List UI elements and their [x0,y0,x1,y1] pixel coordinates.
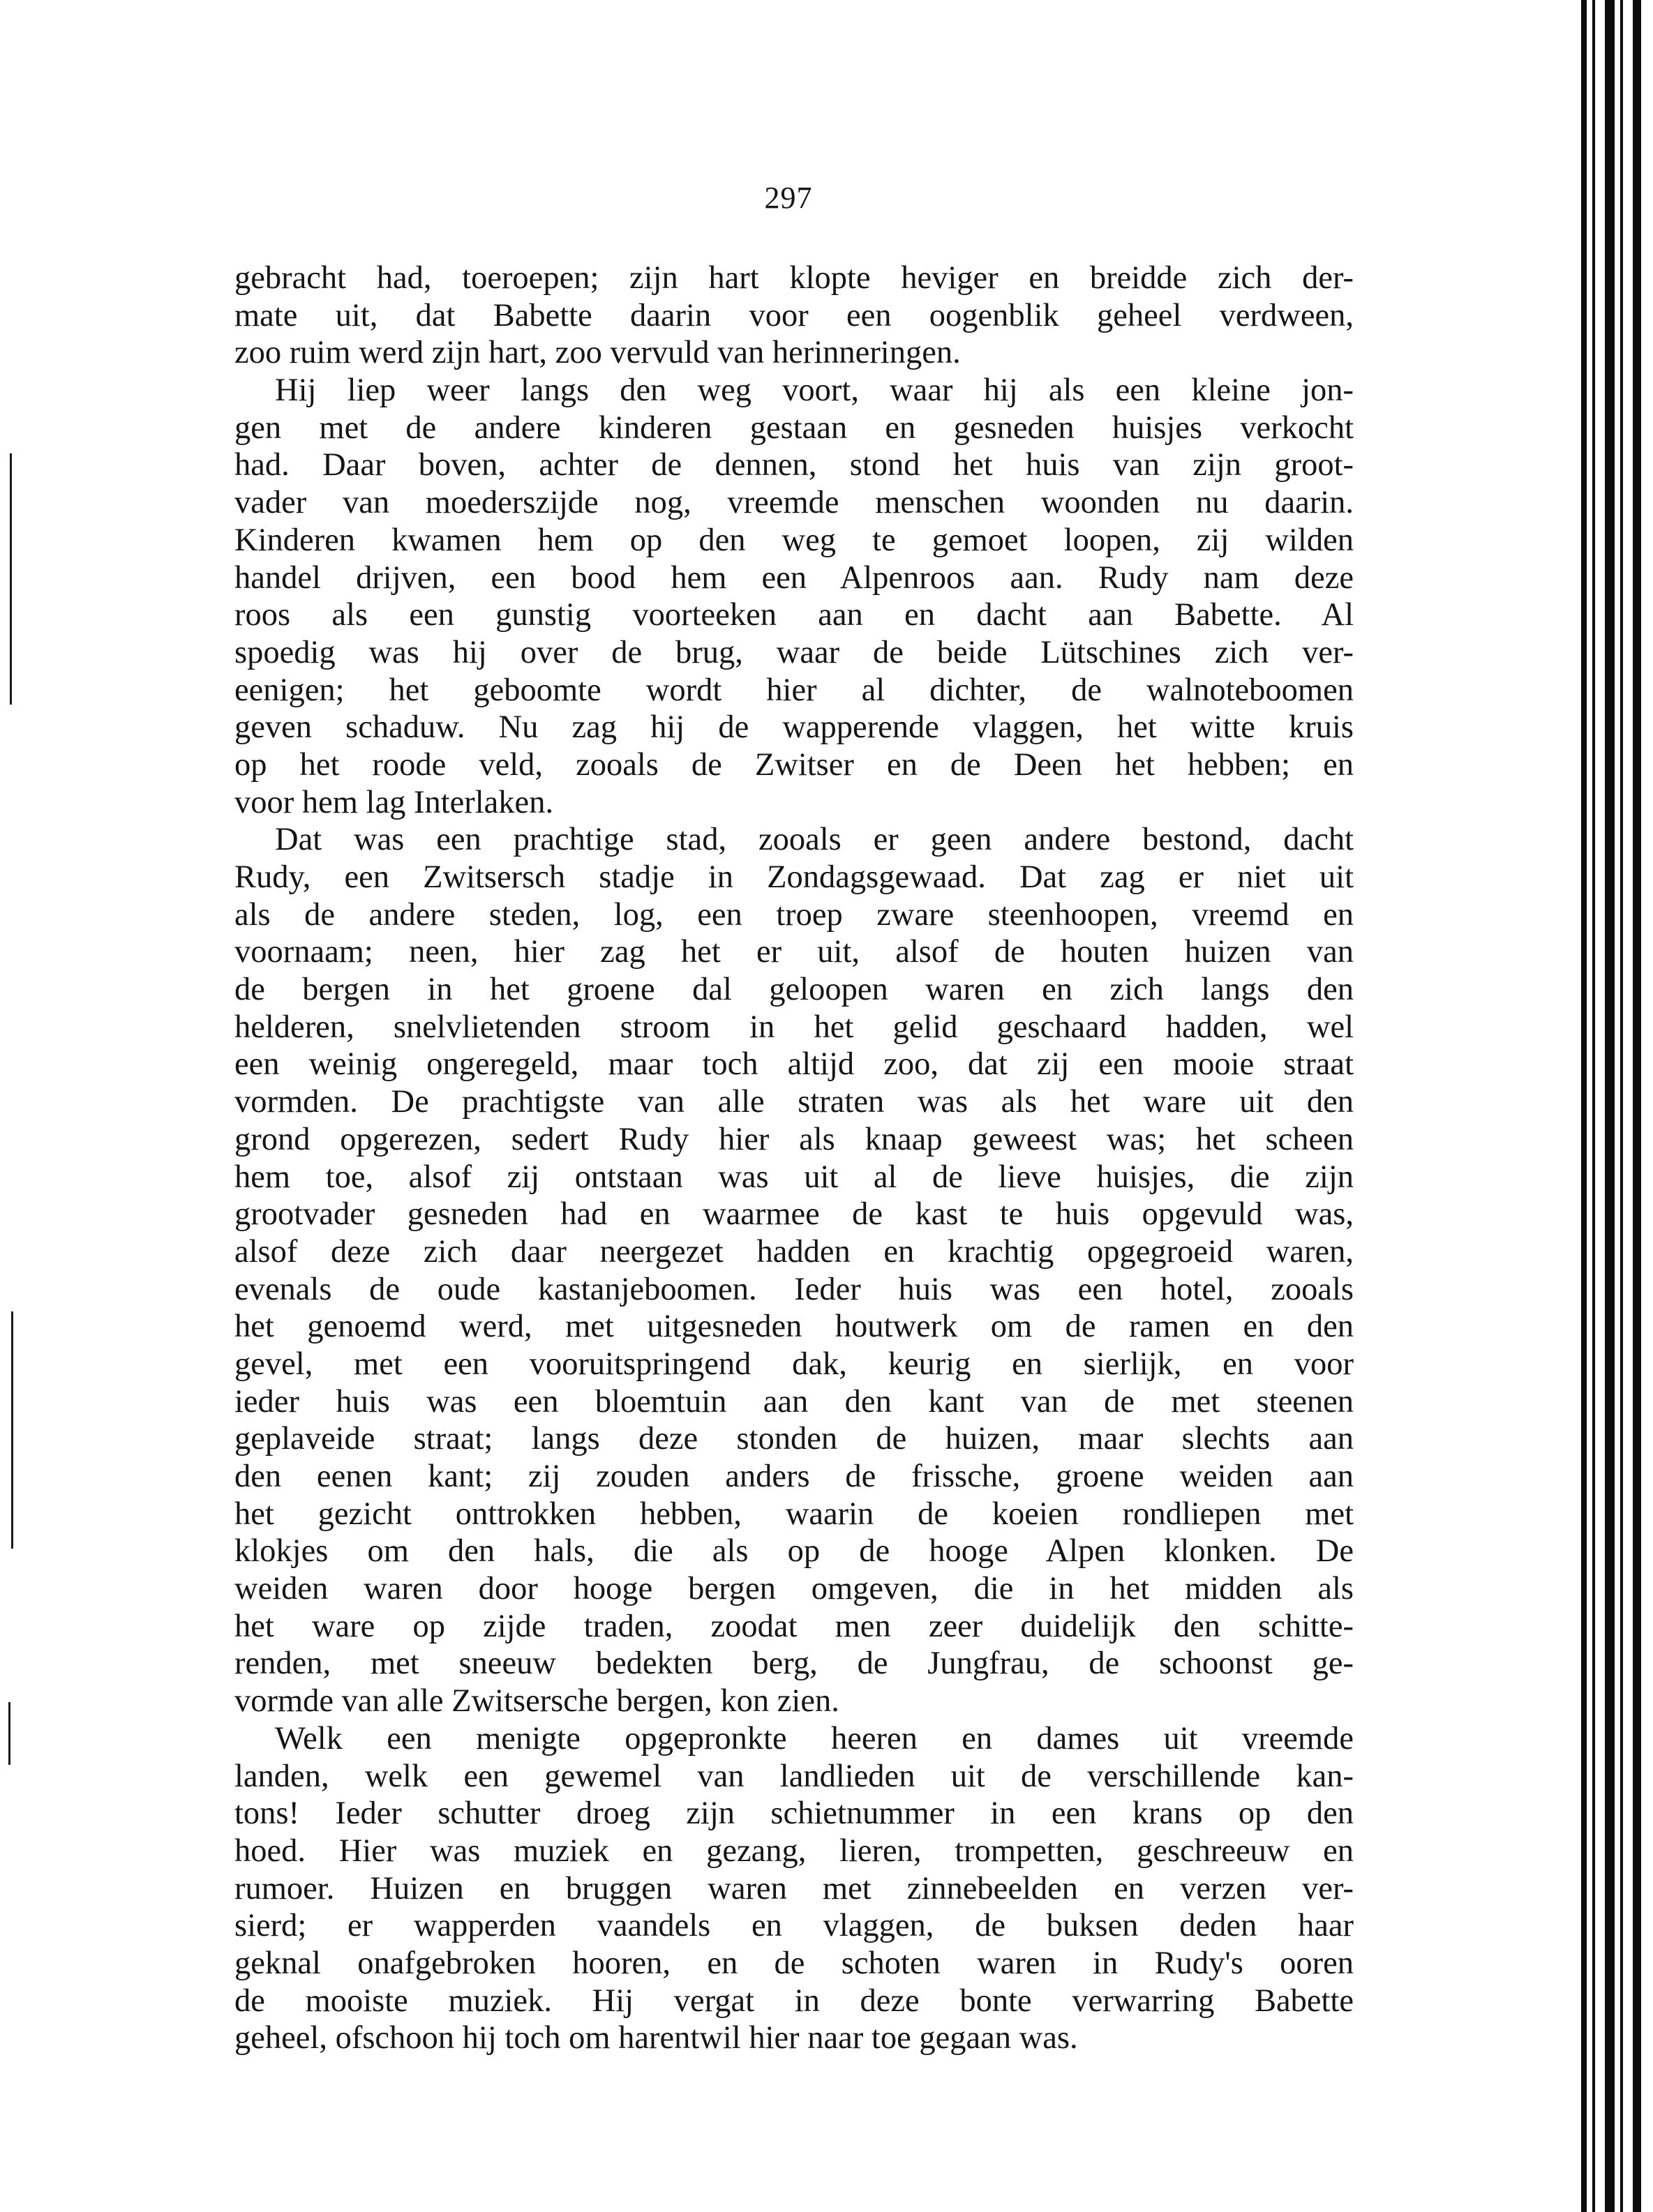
text-line: vormde van alle Zwitsersche bergen, kon zien. [234,1683,839,1720]
margin-mark-1 [10,453,12,705]
text-line: de bergen in het groene dal geloopen waren en zich langs den [234,972,1354,1008]
text-line: Kinderen kwamen hem op den weg te gemoet loopen, zij wilden [234,522,1354,558]
text-line: geheel, ofschoon hij toch om harentwil hier naar toe gegaan was. [234,2020,1078,2056]
text-line: hoed. Hier was muziek en gezang, lieren, trompetten, geschreeuw en [234,1833,1354,1869]
text-line: grond opgerezen, sedert Rudy hier als knaap geweest was; het scheen [234,1121,1354,1157]
text-line: landen, welk een gewemel van landlieden uit de verschillende kan- [234,1758,1354,1794]
text-line: ieder huis was een bloemtuin aan den kant van de met steenen [234,1383,1354,1420]
text-line: geven schaduw. Nu zag hij de wapperende vlaggen, het witte kruis [234,709,1354,746]
text-line: voornaam; neen, hier zag het er uit, alsof de houten huizen van [234,934,1354,970]
text-line: als de andere steden, log, een troep zware steenhoopen, vreemd en [234,896,1354,933]
margin-mark-3 [8,1702,10,1765]
text-line: weiden waren door hooge bergen omgeven, die in het midden als [234,1571,1354,1607]
binding-edge-3 [1605,0,1615,2212]
text-line: renden, met sneeuw bedekten berg, de Jungfrau, de schoonst ge- [234,1646,1354,1682]
text-line: klokjes om den hals, die als op de hooge Alpen klonken. De [234,1533,1354,1570]
text-line: rumoer. Huizen en bruggen waren met zinnebeelden en verzen ver- [234,1870,1354,1906]
paragraph [234,1720,1354,2057]
text-line: tons! Ieder schutter droeg zijn schietnummer in een krans op den [234,1796,1354,1832]
text-line: spoedig was hij over de brug, waar de beide Lütschines zich ver- [234,634,1354,670]
text-line: gen met de andere kinderen gestaan en gesneden huisjes verkocht [234,409,1354,446]
text-line: roos als een gunstig voorteeken aan en dacht aan Babette. Al [234,597,1354,633]
text-line: gevel, met een vooruitspringend dak, keurig en sierlijk, en voor [234,1346,1354,1382]
text-line: een weinig ongeregeld, maar toch altijd zoo, dat zij een mooie straat [234,1046,1354,1083]
text-line: voor hem lag Interlaken. [234,784,554,820]
text-line: geknal onafgebroken hooren, en de schoten waren in Rudy's ooren [234,1945,1354,1981]
text-line: vormden. De prachtigste van alle straten was als het ware uit den [234,1084,1354,1120]
paragraph [234,821,1354,1720]
binding-edge-1 [1581,0,1587,2212]
text-line: eenigen; het geboomte wordt hier al dichter, de walnoteboomen [234,672,1354,708]
text-line: had. Daar boven, achter de dennen, stond het huis van zijn groot- [234,447,1354,483]
text-line: evenals de oude kastanjeboomen. Ieder huis was een hotel, zooals [234,1271,1354,1307]
text-line: het genoemd werd, met uitgesneden houtwerk om de ramen en den [234,1309,1354,1345]
text-line: Dat was een prachtige stad, zooals er geen andere bestond, dacht [275,822,1354,858]
text-line: Welk een menigte opgepronkte heeren en dames uit vreemde [275,1720,1354,1756]
text-line: Rudy, een Zwitsersch stadje in Zondagsgewaad. Dat zag er niet uit [234,859,1354,895]
binding-edge-4 [1620,0,1623,2212]
page-number: 297 [764,181,813,215]
binding-edge-5 [1633,0,1641,2212]
text-line: de mooiste muziek. Hij vergat in deze bonte verwarring Babette [234,1982,1354,2019]
text-line: Hij liep weer langs den weg voort, waar hij als een kleine jon- [275,373,1354,409]
binding-edge-2 [1592,0,1595,2212]
text-line: handel drijven, een bood hem een Alpenroos aan. Rudy nam deze [234,559,1354,596]
text-line: alsof deze zich daar neergezet hadden en krachtig opgegroeid waren, [234,1233,1354,1270]
margin-mark-2 [11,1311,13,1549]
text-line: hem toe, alsof zij ontstaan was uit al de lieve huisjes, die zijn [234,1159,1354,1195]
paragraph [234,372,1354,821]
text-line: mate uit, dat Babette daarin voor een oogenblik geheel verdween, [234,297,1354,333]
paragraph [234,259,1354,372]
text-line: sierd; er wapperden vaandels en vlaggen, de buksen deden haar [234,1908,1354,1944]
text-line: geplaveide straat; langs deze stonden de huizen, maar slechts aan [234,1421,1354,1457]
text-line: het gezicht onttrokken hebben, waarin de koeien rondliepen met [234,1496,1354,1532]
text-line: zoo ruim werd zijn hart, zoo vervuld van herinneringen. [234,335,961,371]
text-line: vader van moederszijde nog, vreemde menschen woonden nu daarin. [234,485,1354,521]
text-line: gebracht had, toeroepen; zijn hart klopte heviger en breidde zich der- [234,260,1354,296]
body-text [234,259,1354,2057]
text-line: den eenen kant; zij zouden anders de frissche, groene weiden aan [234,1459,1354,1494]
text-line: het ware op zijde traden, zoodat men zeer duidelijk den schitte- [234,1608,1354,1644]
text-line: helderen, snelvlietenden stroom in het gelid geschaard hadden, wel [234,1009,1354,1045]
text-line: grootvader gesneden had en waarmee de kast te huis opgevuld was, [234,1196,1354,1233]
text-line: op het roode veld, zooals de Zwitser en de Deen het hebben; en [234,746,1354,783]
